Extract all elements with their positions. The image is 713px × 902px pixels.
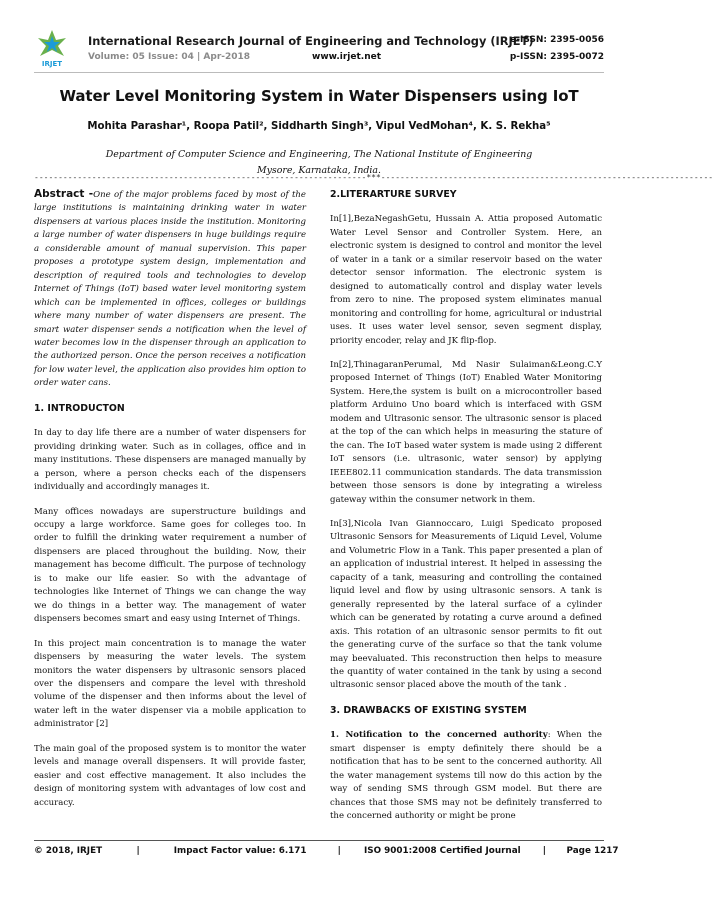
paper-authors: Mohita Parashar¹, Roopa Patil², Siddharth Singh³, Vipul VedMohan⁴, K. S. Rekha⁵ [87,121,551,132]
journal-website: www.irjet.net [312,52,382,62]
p-issn: p-ISSN: 2395-0072 [509,52,604,62]
right-column [330,188,602,834]
section-separator: ---------------------------------------------------------------------***--------------------------------------------------------------------- [34,173,713,182]
footer-separator: | [542,846,546,856]
footer-divider [34,840,604,841]
drawback-lead: 1. Notification to the concerned authority [330,730,548,741]
journal-header [34,26,604,74]
journal-title: International Research Journal of Engineering and Technology (IRJET) [88,34,534,48]
paper-title: Water Level Monitoring System in Water Dispensers using IoT [59,87,579,105]
intro-heading: 1. INTRODUCTON [34,402,125,414]
footer-impact-factor: Impact Factor value: 6.171 [173,846,307,856]
intro-paragraph: The main goal of the proposed system is to monitor the water levels and manage overall dispensers. It will provide faster, easier and cost effective management. It also includes the design of monitoring system with advantages of low cost and accuracy. [34,743,306,808]
footer-iso: ISO 9001:2008 Certified Journal [363,846,521,856]
survey-paragraph: In[2],ThinagaranPerumal, Md Nasir Sulaiman&Leong.C.Y proposed Internet of Things (IoT) Enabled Water Monitoring System. Here,the system is built on a microcontroller based platform Arduino Uno board which is interfaced with GSM modem and Ultrasonic sensor. The ultrasonic sensor is placed at the top of the can which helps in measuring the stature of the can. The IoT based water system is made using 2 different IoT sensors (i.e. ultrasonic, water sensor) by applying IEEE802.11 communication standards. The data transmission between those sensors is done by integrating a wireless gateway within the consumer network in them. [330,359,602,505]
left-column [34,188,306,821]
intro-paragraph: In day to day life there are a number of water dispensers for providing drinking water. Such as in collages, office and in many institutions. These dispensers are managed manually by a person, where a person checks each of the dispensers individually and accordingly manages it. [34,428,306,493]
header-divider [34,72,604,73]
affiliation-line-2: Mysore, Karnataka, India. [257,165,381,176]
abstract-label: Abstract - [34,188,94,200]
page-number: Page 1217 [566,846,619,856]
drawback-text: : When the smart dispenser is empty definitely there should be a notification that has to be sent to the concerned authority. All the water management systems till now do this action by the way of sending SMS through GSM model. But there are chances that those SMS may not be definitely transferred to the concerned authority or might be prone [330,730,602,822]
affiliation-line-1: Department of Computer Science and Engineering, The National Institute of Engineering [105,149,533,160]
irjet-logo: IRJET [34,28,70,72]
page-footer [34,846,619,856]
footer-separator: | [337,846,341,856]
volume-issue: Volume: 05 Issue: 04 | Apr-2018 [88,52,251,62]
abstract-text: One of the major problems faced by most of the large institutions is maintaining drinking water in water dispensers at various places inside the institution. Monitoring a large number of water dispensers in huge buildings require a considerable amount of manual supervision. This paper proposes a prototype system design, implementation and description of required tools and technologies to develop Internet of Things (IoT) based water level monitoring system which can be implemented in offices, colleges or buildings where many number of water dispensers are present. The smart water dispenser sends a notification when the level of water becomes low in the dispenser through an application to the authorized person. Once the person receives a notification for low water level, the application also provides him option to order water cans. [34,190,306,389]
drawbacks-heading: 3. DRAWBACKS OF EXISTING SYSTEM [330,704,527,716]
survey-paragraph: In[1],BezaNegashGetu, Hussain A. Attia proposed Automatic Water Level Sensor and Controller System. Here, an electronic system is designed to control and monitor the level of water in a tank or a similar reservoir based on the water detector sensor information. The electronic system is designed to automatically control and display water levels from zero to nine. The proposed system eliminates manual monitoring and controlling for home, agricultural or industrial uses. It uses water level sensor, seven segment display, priority encoder, relay and JK flip-flop. [330,214,602,346]
survey-heading: 2.LITERARTURE SURVEY [330,189,457,200]
e-issn: e-ISSN: 2395-0056 [510,35,604,45]
footer-separator: | [136,846,140,856]
drawbacks-paragraph [330,729,602,823]
intro-paragraph: In this project main concentration is to manage the water dispensers by measuring the water levels. The system monitors the water dispensers by ultrasonic sensors placed over the dispensers and compare the level with threshold volume of the dispenser and then informs about the level of water left in the water dispenser via a mobile application to administrator [2] [34,638,306,730]
footer-copyright: © 2018, IRJET [34,846,103,856]
survey-paragraph: In[3],Nicola Ivan Giannoccaro, Luigi Spedicato proposed Ultrasonic Sensors for Measurements of Liquid Level, Volume and Volumetric Flow in a Tank. This paper presented a plan of an application of industrial interest. It helped in assessing the capacity of a tank, measuring and controlling the contained liquid level and flow by using ultrasonic sensors. A tank is generally represented by the lateral surface of a cylinder which can be generated by rotating a curve around a defined axis. This rotation of an ultrasonic sensor permits to fit out the generating curve of the surface so that the tank volume may beevaluated. This reconstruction then helps to measure the quantity of water contained in the tank by using a second ultrasonic sensor placed above the mouth of the tank . [330,518,602,691]
abstract [34,188,306,391]
intro-paragraph: Many offices nowadays are superstructure buildings and occupy a large workforce. Same goes for colleges too. In order to fulfill the drinking water requirement a number of dispensers are placed throughout the building. Now, their management has become difficult. The purpose of technology is to make our life easier. So with the advantage of technologies like Internet of Things we can change the way we do things in a better way. The management of water dispensers becomes smart and easy using Internet of Things. [34,506,306,625]
